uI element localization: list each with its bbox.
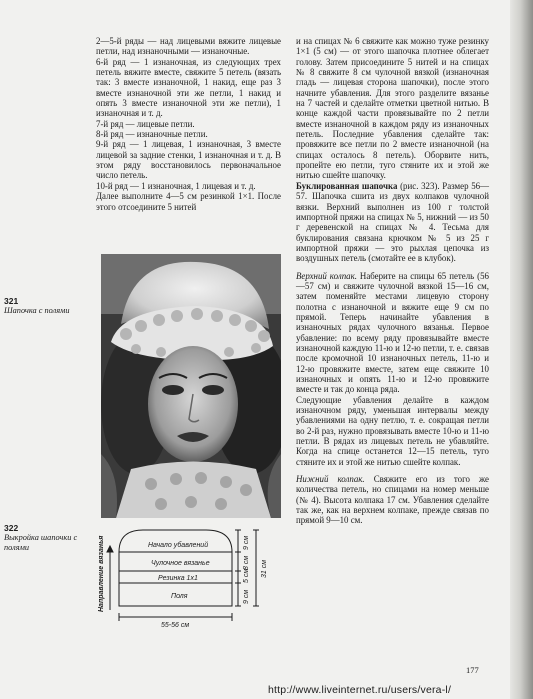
diagram-zone-2-label: Чулочное вязанье [151,560,210,567]
left-column-text [96,36,281,212]
paragraph: 6-й ряд — 1 изнаночная, из следующих трех петель вяжите вместе, свяжите 5 петель (вязать так: 3 вместе изнаночной, 1 накид, еще раз 3 вместе изнаночной эти же петли, 1 накид и опять 3 вместе изнаночной эти же петли), 1 изнаночная и т. д. [96,56,281,119]
diagram-width-label: 55-56 см [161,622,190,628]
page-number: 177 [466,665,479,675]
paragraph: Следующие убавления делайте в каждом изнаночном ряду, уменьшая интервалы между убавлениями на одну петлю, т. е. сокращая петли во 2-й раз, нужно провязывать вместе 10-ю и 11-ю петли. В рядах из лицевых петель не убавляйте. Когда на спице останется 12—15 петель, туго стяните их и этой же нитью сшейте колпак. [296,394,489,467]
paragraph-body: (рис. 323). Размер 56—57. Шапочка сшита из двух колпаков чулочной вязки. Верхний выполнен из 100 г толстой импортной пряжи на спицах № 5, нижний — из 50 г деревенской на спицах № 4. Тесьма для буклирования связана крючком № 5 из 25 г импортной пряжи — это рыхлая цепочка из воздушных петель (смотайте ее в клубок). [296,180,489,264]
hat-pattern-diagram [88,520,286,628]
figure-322-caption: Выкройка шапочки с полями [4,533,78,552]
paragraph [296,181,489,264]
paragraph: 2—5-й ряды — над лицевыми вяжите лицевые петли, над изнаночными — изнаночные. [96,36,281,57]
paragraph [296,271,489,395]
paragraph [296,474,489,526]
diagram-dim-8: 8 см [243,555,250,570]
paragraph: 9-й ряд — 1 лицевая, 1 изнаночная, 3 вместе лицевой за задние стенки, 1 изнаночная и т. д. В этом ряду восстановилось первоначальное число петель. [96,139,281,181]
diagram-dim-9: 9 см [243,535,250,550]
right-column-text [296,36,489,526]
diagram-dim-9b: 9 см [243,589,250,604]
paragraph: 10-й ряд — 1 изнаночная, 1 лицевая и т. д. [96,180,256,191]
paragraph: Далее выполните 4—5 см резинкой 1×1. После этого отсоедините 5 нитей [96,191,281,212]
source-url-watermark: http://www.liveinternet.ru/users/vera-l/ [268,684,452,696]
diagram-zone-top-label: Начало убавлений [148,542,209,549]
section-heading: Буклированная шапочка [296,180,398,191]
section-heading: Верхний колпак. [296,270,357,281]
figure-321-number: 321 [4,296,19,306]
diagram-height-label: 31 см [261,559,268,578]
paragraph: 8-й ряд — изнаночные петли. [96,129,208,140]
figure-322-number: 322 [4,523,19,533]
paragraph-body: Свяжите его из того же количества петель, но спицами на номер меньше (№ 4). Высота колпака 17 см. Убавления сделайте так же, как на верхнем колпаке, прежде связав по прямой 9—10 см. [296,474,489,526]
woman-in-knitted-hat-image [101,254,281,518]
diagram-dim-5: 5 см [243,568,250,583]
paragraph-body: Наберите на спицы 65 петель (56—57 см) и свяжите чулочной вязкой 15—16 см, затем поменяйте местами лицевую сторону полотна с изнаночной и вяжите еще 9 см по прямой. Теперь начинайте убавления в изнаночных рядах чулочного вязанья. Первое убавление: по всему ряду провязывайте вместе изнаночной каждую 11-ю и 12-ю петли, т. е. связав после кромочной 10 изнаночных петель, 11-ю и 12-ю провяжите вместе, затем еще свяжите 10 изнаночных и опять 11-ю и 12-ю провяжите вместе и так до конца ряда. [296,270,489,395]
diagram-zone-3-label: Резинка 1x1 [158,575,198,582]
paragraph: 7-й ряд — лицевые петли. [96,118,195,129]
diagram-zone-4-label: Поля [171,593,188,600]
figure-321-caption: Шапочка с полями [4,306,70,315]
book-spine-shadow [510,0,533,699]
hat-photo [101,254,281,518]
paragraph: и на спицах № 6 свяжите как можно туже резинку 1×1 (5 см) — от этого шапочка плотнее облегает голову. Затем присоедините 5 нитей и на спицах № 8 свяжите 8 см чулочной вязкой (изнаночная гладь — лицевая сторона шапочки), после этого начните убавления. Для этого разделите вязанье на 7 частей и сделайте отметки цветной нитью. В конце каждой части провязывайте по 2 петли вместе изнаночной в каждом ряду из изнаночных петель. Последние убавления сделайте так: провяжите все петли по 2 вместе изнаночной (на спицах осталось 8 петель). Оборвите нить, пропейте ею петли, туго стяните их и этой же нитью сшейте шапочку. [296,36,489,181]
section-heading: Нижний колпак. [296,474,365,485]
diagram-direction-label: Направление вязанья [98,535,105,612]
